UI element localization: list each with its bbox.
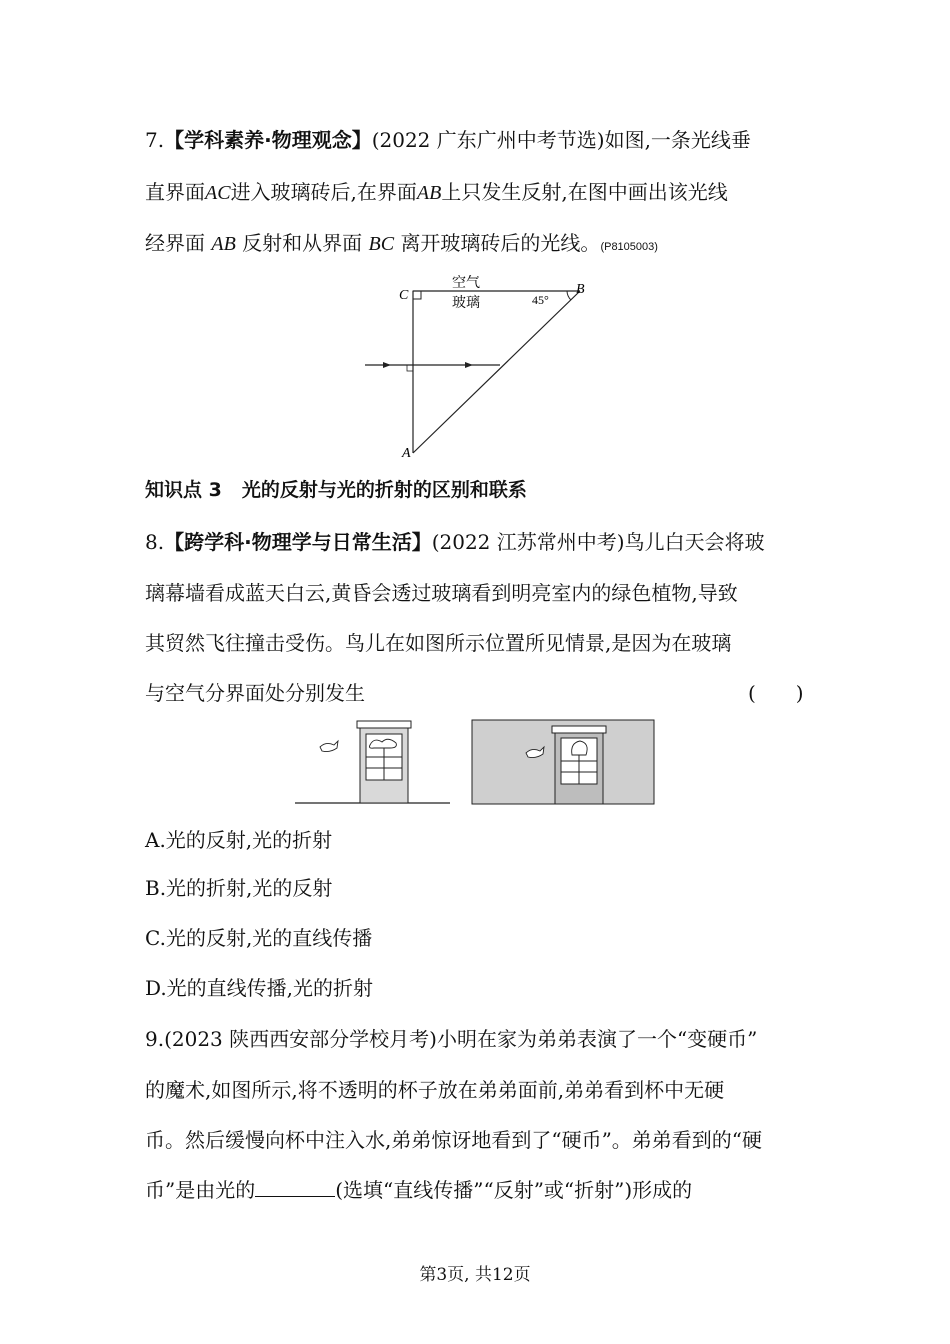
q8-line-3: 其贸然飞往撞击受伤。鸟儿在如图所示位置所见情景,是因为在玻璃 <box>145 631 732 655</box>
option-b: B.光的折射,光的反射 <box>145 876 333 900</box>
q7-ab: AB <box>416 182 442 204</box>
q7-line3-c: 离开玻璃砖后的光线。 <box>400 231 601 255</box>
q9-answer-blank[interactable] <box>255 1176 335 1197</box>
q7-line1-text: (2022 广东广州中考节选)如图,一条光线垂 <box>371 128 751 152</box>
q8-line-2: 璃幕墙看成蓝天白云,黄昏会透过玻璃看到明亮室内的绿色植物,导致 <box>145 581 738 605</box>
label-b: B <box>576 282 585 297</box>
q9-line-3: 币。然后缓慢向杯中注入水,弟弟惊讶地看到了“硬币”。弟弟看到的“硬 <box>145 1128 763 1152</box>
label-air: 空气 <box>452 276 480 291</box>
label-glass: 玻璃 <box>452 296 480 311</box>
option-a: A.光的反射,光的折射 <box>145 828 333 852</box>
option-d: D.光的直线传播,光的折射 <box>145 976 374 1000</box>
q9-line4-b: (选填“直线传播”“反射”或“折射”)形成的 <box>335 1178 693 1202</box>
q8-bird-window-figure <box>290 715 660 810</box>
q7-line3-b: 反射和从界面 <box>242 231 363 255</box>
q8-answer-paren: ( ) <box>748 681 804 705</box>
option-c: C.光的反射,光的直线传播 <box>145 926 373 950</box>
q8-line-4: 与空气分界面处分别发生 <box>145 681 365 705</box>
q7-tag: 【学科素养·物理观念】 <box>164 128 372 152</box>
q7-code: (P8105003) <box>600 241 658 253</box>
page-footer: 第3页, 共12页 <box>419 1265 531 1285</box>
q9-line-4 <box>145 1176 692 1204</box>
label-angle: 45° <box>532 293 549 307</box>
q7-ac: AC <box>205 182 231 204</box>
q7-line2-c: 上只发生反射,在图中画出该光线 <box>441 180 728 204</box>
q7-line3-a: 经界面 <box>145 231 205 255</box>
q7-line-1 <box>145 126 751 154</box>
q7-number: 7. <box>145 128 165 152</box>
q9-line-2: 的魔术,如图所示,将不透明的杯子放在弟弟面前,弟弟看到杯中无硬 <box>145 1078 725 1102</box>
q7-ab-2: AB <box>211 233 236 255</box>
section-heading <box>145 476 527 504</box>
q9-line4-a: 币”是由光的 <box>145 1178 256 1202</box>
q7-line2-b: 进入玻璃砖后,在界面 <box>230 180 417 204</box>
q7-line-2 <box>145 178 728 207</box>
label-c: C <box>399 288 409 303</box>
q7-line2-a: 直界面 <box>145 180 205 204</box>
q7-bc: BC <box>368 233 395 255</box>
q7-prism-figure <box>355 275 605 465</box>
q8-number: 8. <box>145 530 165 554</box>
section-title: 知识点 3 <box>145 479 222 501</box>
q8-line-1 <box>145 528 765 556</box>
q8-tag: 【跨学科·物理学与日常生活】 <box>164 530 432 554</box>
q7-line-3 <box>145 229 658 261</box>
q8-line1-text: (2022 江苏常州中考)鸟儿白天会将玻 <box>431 530 765 554</box>
q9-line-1: 9.(2023 陕西西安部分学校月考)小明在家为弟弟表演了一个“变硬币” <box>145 1027 758 1051</box>
section-subtitle: 光的反射与光的折射的区别和联系 <box>241 479 527 501</box>
label-a: A <box>402 446 411 461</box>
